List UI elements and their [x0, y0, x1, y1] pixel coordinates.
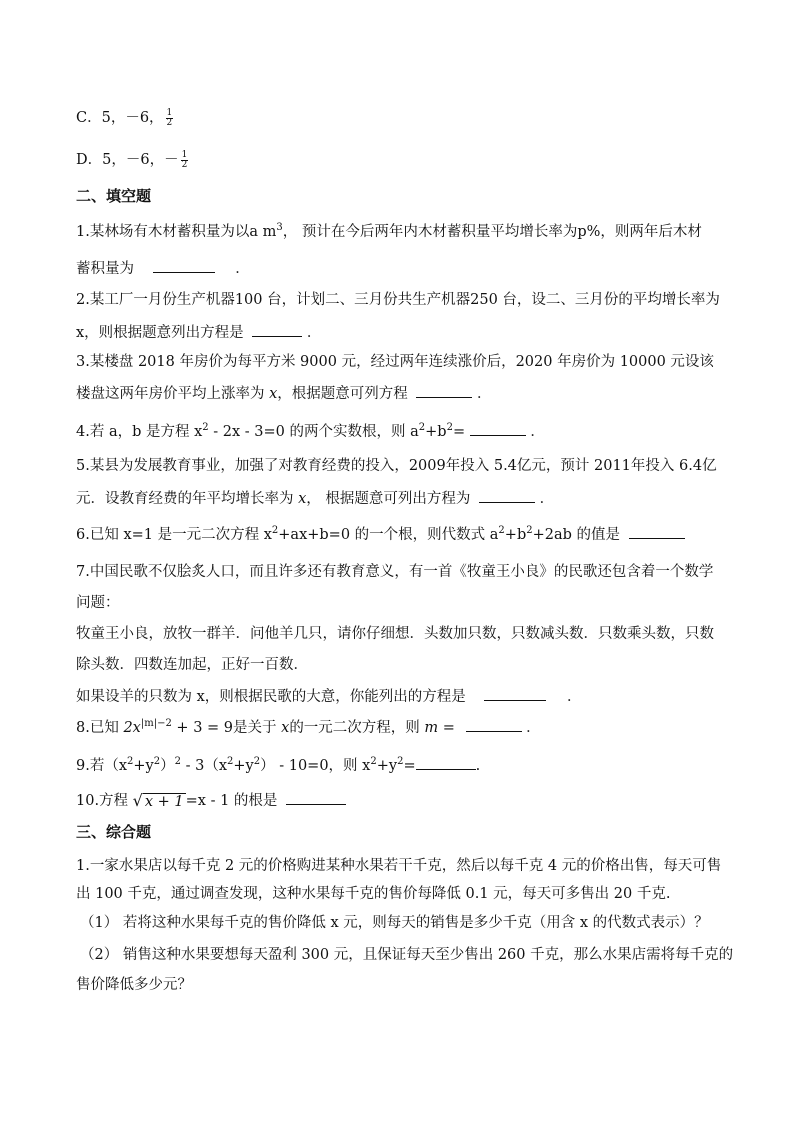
- answer-blank[interactable]: [286, 790, 346, 805]
- question-2-line-2: x，则根据题意列出方程是 ．: [76, 322, 321, 343]
- question-5-line-1: 5.某县为发展教育事业，加强了对教育经费的投入，2009年投入 5.4亿元，预计 2011年投入 6.4亿: [76, 458, 717, 474]
- question-5-line-2: 元．设教育经费的年平均增长率为 x， 根据题意可列出方程为 ．: [76, 488, 554, 509]
- option-c: C．5，－6， $\frac{1}{2}$: [76, 107, 173, 128]
- answer-blank[interactable]: [466, 717, 522, 732]
- question-3-line-1: 3.某楼盘 2018 年房价为每平方米 9000 元，经过两年连续涨价后，2020 年房价为 10000 元设该: [76, 354, 714, 370]
- answer-blank[interactable]: [484, 686, 546, 701]
- problem-1-part-1: （1） 若将这种水果每千克的售价降低 x 元，则每天的销售是多少千克（用含 x 的代数式表示）？: [80, 915, 709, 931]
- problem-1-line-2: 出 100 千克，通过调查发现，这种水果每千克的售价每降低 0.1 元，每天可多售出 20 千克.: [76, 886, 671, 902]
- answer-blank[interactable]: [416, 383, 472, 398]
- question-1-line-2: 蓄积量为 ．: [76, 258, 250, 279]
- question-7-line-2: 问题：: [76, 595, 120, 611]
- answer-blank[interactable]: [416, 755, 476, 770]
- answer-blank[interactable]: [470, 421, 526, 436]
- square-root: √ x + 1: [132, 790, 184, 810]
- question-4: 4.若 a，b 是方程 $x^2 - 2x - 3=0$ 的两个实数根，则 $a^2+b^2=$ ．: [76, 422, 545, 440]
- answer-blank[interactable]: [629, 524, 685, 539]
- problem-1-line-1: 1.一家水果店以每千克 2 元的价格购进某种水果若干千克，然后以每千克 4 元的价格出售，每天可售: [76, 858, 722, 874]
- question-8: 8.已知 $2x^{|m|-2} + 3 = 9$是关于 x的一元二次方程，则 m = ．: [76, 718, 541, 736]
- question-7-line-5: 如果设羊的只数为 x，则根据民歌的大意，你能列出的方程是 ．: [76, 686, 582, 707]
- question-10: 10.方程 √ x + 1 =x - 1 的根是: [76, 790, 346, 812]
- question-9: 9.若$(x^2+y^2)^2 - 3(x^2+y^2) - 10=0$，则 $x^2+y^2=$ .: [76, 756, 481, 774]
- question-6: 6.已知 x=1 是一元二次方程 $x^2+ax+b=0$ 的一个根，则代数式 $a^2+b^2+2ab$ 的值是: [76, 524, 685, 545]
- answer-blank[interactable]: [252, 322, 302, 337]
- question-7-line-1: 7.中国民歌不仅脍炙人口，而且许多还有教育意义，有一首《牧童王小良》的民歌还包含着一个数学: [76, 564, 714, 580]
- question-3-line-2: 楼盘这两年房价平均上涨率为 x，根据题意可列方程 ．: [76, 383, 492, 404]
- section-heading-fill-blank: 二、填空题: [76, 187, 152, 205]
- question-7-poem-line-2: 除头数．四数连加起，正好一百数．: [76, 657, 308, 673]
- problem-1-part-2-line-2: 售价降低多少元？: [76, 977, 192, 993]
- question-7-poem-line-1: 牧童王小良，放牧一群羊．问他羊几只，请你仔细想．头数加只数，只数减头数．只数乘头数，只数: [76, 626, 714, 642]
- problem-1-part-2-line-1: （2） 销售这种水果要想每天盈利 300 元，且保证每天至少售出 260 千克，那么水果店需将每千克的: [80, 947, 734, 963]
- section-heading-comprehensive: 三、综合题: [76, 823, 152, 841]
- fraction: $\frac{1}{2}$: [181, 149, 188, 170]
- answer-blank[interactable]: [479, 488, 535, 503]
- fraction: $\frac{1}{2}$: [166, 107, 173, 128]
- answer-blank[interactable]: [153, 258, 215, 273]
- question-1-line-1: 1.某林场有木材蓄积量为以a $m^3$， 预计在今后两年内木材蓄积量平均增长率为p%，则两年后木材: [76, 222, 702, 240]
- question-2-line-1: 2.某工厂一月份生产机器100 台，计划二、三月份共生产机器250 台，设二、三月份的平均增长率为: [76, 292, 720, 308]
- option-d: D．5，－6，－ $\frac{1}{2}$: [76, 149, 188, 170]
